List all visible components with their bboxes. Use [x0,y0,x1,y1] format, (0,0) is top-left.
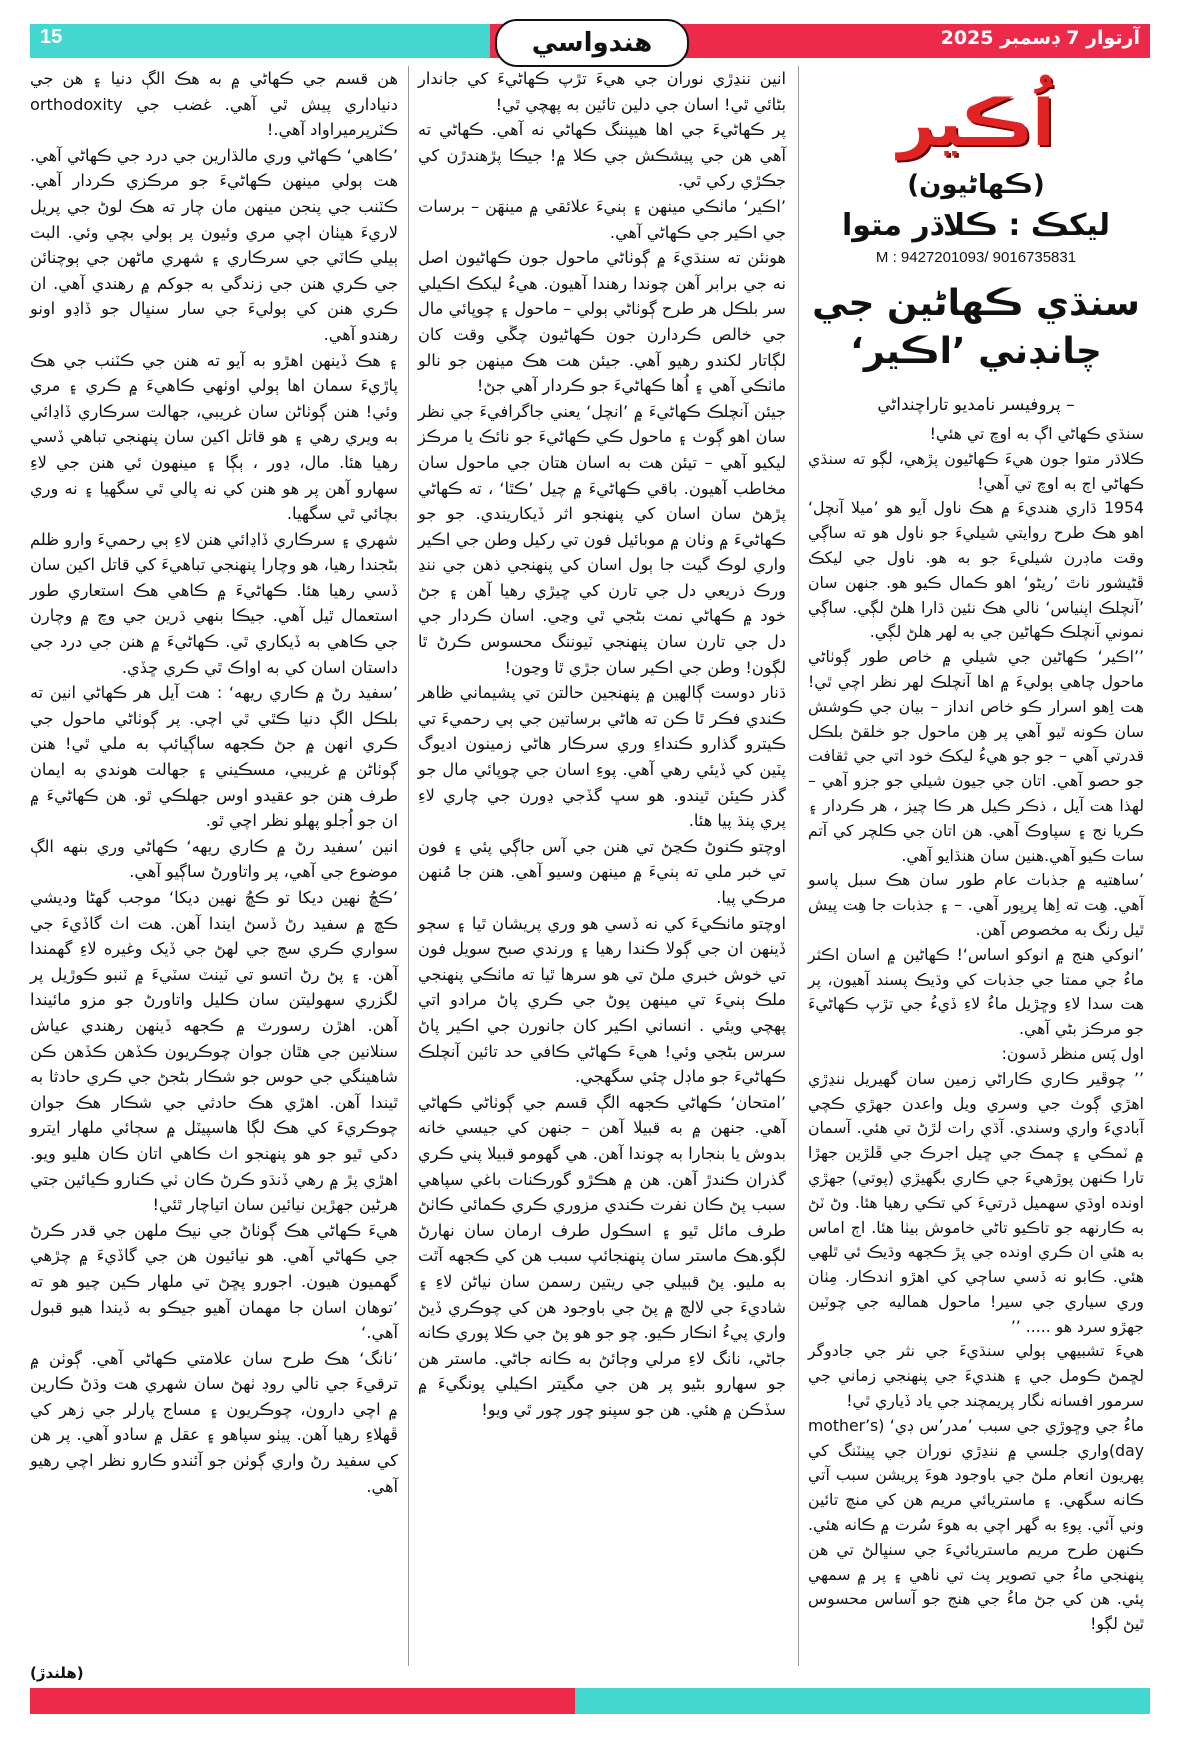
paragraph: انين ’سفيد رڻ ۾ ڪاري ريهه‘ ڪهاڻي وري بنهه الڳ موضوع جي آهي، پر واتاورڻ ساڳيو آهي. [30,836,398,882]
article-column-middle [418,66,786,1422]
paragraph: ’امتحان‘ ڪهاڻي ڪجهه الڳ قسم جي ڳوٺاڻي ڪهاڻي آهي. جنهن ۾ به قبيلا آهن – جنهن کي جيسي خانه بدوش يا بنجارا به چوندا آهن. هي گهومو قبيلا پني ڪري گذران ڪندڙ آهن. هن ۾ هڪڙو گورڪنات باغي سپاهي سبب پڻ ڪان نفرت ڪندي مزوري ڪري ڪمائي ڪاٺڻ طرف مائل ٿيو ۽ اسڪول طرف ارمان سان نهارڻ لڳو.هڪ ماستر سان پنهنجائپ سبب هن کي ڪجهه آٿت به مليو. پڻ قبيلي جي ريتين رسمن سان نياڻن لاءِ ۽ شاديءَ جي لالچ ۾ پڻ جي باوجود هن کي چوڪري ڏيڻ واري پيءُ انڪار ڪيو. چو جو هو پڻ جي ڪلا پوري ڪانه جاڻي، نانگ لاءِ مرلي وڄائڻ به ڪانه جاڻي. ماستر هن جو سهارو بڻيو پر هن جي مگيتر اڪيلي پونگيءَ ۾ سڏڪن ۾ هئي. هن جو سپنو چور چور ٿي ويو! [418,1092,786,1419]
paragraph: انين ننڍڙي نوران جي هيءَ تڙپ ڪهاڻيءَ کي جاندار بڻائي ٿي! اسان جي دلين تائين به پهچي ٿي! [418,69,786,114]
paragraph: ’ڪاهي‘ ڪهاڻي وري مالڌارين جي درد جي ڪهاڻي آهي. هت ٻولي مينهن ڪهاڻيءَ جو مرڪزي ڪردار آهي. ڪٽنب جي پنجن مينهن مان چار ته هڪ لوڻ جي پريل لاريءَ هيٺان اچي مري وئيون پر ٻولي بچي وئي. البت ٻيلي ڪاٽي جي سرڪاري ۽ شهري ماڻهن جي ٻوچنائن جي ڪري هنن جي زندگي به جوکم ۾ رهندي آهي. ان ڪري هنن کي ٻوليءَ جي سار سنڀال جو ڏاڍو اونو رهندو آهي. [30,145,398,344]
paragraph: سنڌي ڪهاڻي اڳ به اوچ تي هئي! [929,424,1144,443]
article-subtitle: سنڌي ڪهاڻين جي چانڊني ’اڪير‘ [812,283,1140,372]
review-byline: – پروفيسر نامديو تاراچنداڻي [877,395,1075,415]
bottom-bar-cyan [575,1688,1150,1714]
issue-date: آرتوار 7 ڊسمبر 2025 [940,27,1140,49]
article-column-right [808,66,1144,1637]
paragraph: ’انوکي هنج ۾ انوکو اساس‘! ڪهاڻين ۾ اسان اڪثر ماءُ جي ممتا جي جذبات کي وڌيڪ پسند آهيون، پر هت سدا لاءِ وڇڙيل ماءُ لاءِ ڏيءُ جي تڙپ ڪهاڻيءَ جو مرڪز بڻي آهي. [808,944,1144,1039]
paragraph: اول پَس منظر ڏسون: [1001,1043,1144,1063]
column-divider [798,66,799,1666]
bottom-bar-red [30,1688,575,1714]
article-author: ليکڪ : ڪلاڌر متوا [842,208,1110,243]
top-bar-cyan [30,24,490,58]
paragraph: هيءَ ڪهاڻي هڪ ڳوٺاڻ جي نيڪ ملهن جي قدر ڪرڻ جي ڪهاڻي آهي. هو نيائيون هن جي گاڏيءَ ۾ چڙهي گهميون هيون. اجورو پڇڻ تي ملهار ڪين چيو هو ته ’توهان اسان جا مهمان آهيو جيڪو به ڏيندا هيو قبول آهي.‘ [30,1220,398,1343]
paragraph: هونئن ته سنڌيءَ ۾ ڳوٺاڻي ماحول جون ڪهاڻيون اصل نه جي برابر آهن چوندا رهندا آهيون. هيءُ ليکڪ اڪيلي سر بلڪل هر طرح ڳوٺاڻي ٻولي – ماحول ۽ چوپائي مال جي خالص ڪردارن جون ڪهاڻيون چڱي وقت کان لڳاتار لکندو رهيو آهي. جيئن هت هڪ مينهن جو نالو ماٺڪي آهي ۽ اُها ڪهاڻيءَ جو ڪردار آهي جڻ! [418,248,786,396]
paragraph: شهري ۽ سرڪاري ڏاڍائي هنن لاءِ ٻي رحميءَ وارو ظلم بڻجندا رهيا، هو وچارا پنهنجي تباهيءَ کي قاتل اکين سان ڏسي رهيا هئا. ڪهاڻيءَ ۾ ڪاهي هڪ استعاري طور استعمال ٿيل آهي. جيڪا بنهي ڌرين جي وچ ۾ وچارن جي ڪاهي به ڏيکاري ٿي. ڪهاڻيءَ ۾ هنن جي درد جي داستان اسان کي به اواڪ ٿي ڪري ڇڏي. [30,529,398,677]
paragraph: ڌنار دوست ڳالهين ۾ پنهنجين حالتن تي پشيماني ظاهر ڪندي فڪر ٿا ڪن ته هاڻي برساتين جي ٻي رحميءَ تي ڪيترو گذارو ڪنداءِ وري سرڪار هاڻي زمينون اديوگ پٽين کي ڏيئي رهي آهي. پوءِ اسان جي چوپائي مال جو گذر ڪيئن ٿيندو. هو سڀ گڏجي ڍورن جي چاري لاءِ پري پنڌ پيا هئا. [418,683,786,831]
paragraph: اوچتو ڪنوڻ ڪڃڻ تي هنن جي آس جاڳي پئي ۽ فون تي خبر ملي ته ٻنيءَ ۾ مينهن وسيو آهي. هنن جا مُنهن مرڪي پيا. [418,836,786,907]
author-phone: M : 9427201093/ 9016735831 [875,249,1077,266]
page-number: 15 [40,26,63,48]
newspaper-masthead: هندواسي [495,19,689,67]
paragraph: ۽ هڪ ڏينهن اهڙو به آيو ته هنن جي ڪٽنب جي هڪ پاڙيءَ سمان اها ٻولي اوٺهي ڪاهيءَ ۾ ڪري ۽ مري وئي! هنن ڳوٺاڻن سان غريبي، جهالت سرڪاري ڏاڍائي به ويري رهي ۽ هو قاتل اکين سان پنهنجي تباهي ڏسي رهيا هئا. مال، ڍور ، ٻڳا ۽ مينهون ئي هنن جي لاءِ سهارو آهن پر هو هنن کي نه پالي ٿي سگهيا ۽ نه وري بچائي ٿي سگهيا. [30,350,398,524]
paragraph: پر ڪهاڻيءَ جي اها هيپننگ ڪهاڻي نه آهي. ڪهاڻي ته آهي هن جي پيشڪش جي ڪلا ۾! جيڪا پڙهندڙن کي جڪڙي رکي ٿي. [418,120,786,191]
paragraph: 1954 ڌاري هنديءَ ۾ هڪ ناول آيو هو ’ميلا آنچل‘ اهو هڪ طرح روايتي شيليءَ جو ناول هو ته ساڳي وقت ماڊرن شيليءَ جو به هو. ناول جي ليکڪ ڦڻيشور ناٿ ’ريڻو‘ اهو ڪمال ڪيو هو. جنهن سان ’آنچلڪ اپنياس‘ نالي هڪ نئين ڌارا هلڻ لڳي. ساڳي نموني آنچلڪ ڪهاڻين جي به لهر هلڻ لڳي. [808,498,1144,642]
paragraph: ’ساهتيه ۾ جذبات عام طور سان هڪ سبل پاسو آهي. هِت ته اِها پرپور آهي. – ۽ جذبات جا هِت پيش ٿيل رنگ به مخصوص آهن. [808,870,1144,939]
continued-marker: (هلندڙ) [30,1664,84,1682]
paragraph: ڪلاڌر متوا جون هيءَ ڪهاڻيون پڙهي، لڳو ته سنڌي ڪهاڻي اڄ به اوچ تي آهي! [808,448,1144,493]
paragraph: ’سفيد رڻ ۾ ڪاري ريهه‘ : هت آيل هر ڪهاڻي انين ته بلڪل الڳ دنيا ڪٿي ٿي اچي. پر ڳوٺاڻي ماحول جي ڪري انهن ۾ جڻ ڪجهه ساڳيائپ به ملي ٿي! هنن ڳوٺاڻن ۾ غريبي، مسڪيني ۽ جهالت هوندي به ايمان طرف هنن جو عقيدو اوس جهلڪي ٿو. هن ڪهاڻيءَ ۾ ان جو اُجلو پهلو نظر اچي ٿو. [30,683,398,831]
paragraph: هن قسم جي ڪهاڻي ۾ به هڪ الڳ دنيا ۽ هن جي دنياداري پيش ٿي آهي. غضب جي orthodoxity ڪٽرپرميراواد آهي.! [30,69,398,140]
paragraph: ’’ چوڦير ڪاري ڪاراڻي زمين سان گهيريل ننڍڙي اهڙي ڳوٺ جي وسري ويل واعدن جهڙي ڪچي آباديءَ واري وسندي. آڌي رات لڙڻ تي هئي. آسمان ۾ ٽمڪي ۽ چمڪ جي ڇيل اجرڪ جي ڦلڙين جهڙا تارا ڪنهن پوڙهيءَ جي ڪاري بگهيڙي (پوتي) جهڙي اونده اوڌي سهميل ڌرتيءَ کي تڪي رهيا هئا. وڻ ٽڻ به ڪارنهه جو تاڪيو تاڻي خاموش بيٺا هئا. اڄ اماس به هئي ان ڪري اونده جي پڙ ڪجهه وڌيڪ ئي ٿلهي هئي. ڪابو نه ڏسي ساڄي کي اهڙو اندڪار. مِٺان وري سياري جي سير! ماحول هماليه جي چوٽين جهڙو سرد هو ..... ’’ [808,1068,1144,1336]
paragraph: اوچتو ماٺڪيءَ کي نه ڏسي هو وري پريشان ٿيا ۽ سڄو ڏينهن ان جي ڳولا ڪندا رهيا ۽ ورندي صبح سويل فون تي خوش خبري ملڻ تي هو سرها ٿيا ته ماٺڪي پنهنجي ملڪ ٻنيءَ تي مينهن پوڻ جي ڪري پاڻ مرادو اتي پهچي ويئي . انساني اڪير کان جانورن جي اڪير پاڻ سرس بڻجي وئي! هيءَ ڪهاڻي ڪافي حد تائين آنچلڪ ڪهاڻيءَ جو ماڊل چئي سگهجي. [418,913,786,1087]
column-divider [408,66,409,1666]
paragraph: ’اڪير‘ ماٺڪي مينهن ۽ ٻنيءَ علائقي ۾ مينهَن – برسات جي اڪير جي ڪهاڻي آهي. [418,196,786,242]
paragraph: جيئن آنچلڪ ڪهاڻيءَ ۾ ’انچل‘ يعني جاگرافيءَ جي نظر سان اهو ڳوٺ ۽ ماحول ڪي ڪهاڻيءَ جو نائڪ يا مرڪز ليکيو آهي – تيئن هت به اسان هتان جي ماحول سان مخاطب آهيون. باقي ڪهاڻيءَ ۾ چيل ’ڪٿا‘ ، ته ڪهاڻي پڙهڻ سان اسان کي پنهنجو اثر ڏيکاريندي. جو جو ڪهاڻيءَ ۾ وٺان ۾ موبائيل فون تي رکيل وطن جي اڪير واري لوڪ گيت جا ٻول اسان کي پنهنجي ذهن جي ننڍ ورڪ ذريعي دل جي تارن کي ڇيڙي رهيا آهن ۽ جڻ خود ۾ ڪهاڻي نمت بڻجي ٿي وڃي. اسان ڪردار جي دل جي تارن سان پنهنجي ٽيوننگ محسوس ڪرڻ ٿا لڳون! وطن جي اڪير سان جڙي ٿا وڃون! [418,401,786,677]
paragraph: ’ڪڇُ نهين ديکا تو ڪڇُ نهين ديکا‘ موجب گهڻا وديشي ڪڇ ۾ سفيد رڻ ڏسڻ ايندا آهن. هت اٺ گاڏيءَ جي سواري ڪري سڄ جي لهڻ جي ڏيک وغيره لاءِ گهمندا آهن. ۽ پڻ رڻ اتسو تي ٽينٽ سٽيءَ ۾ ٽنبو ڪوڙيل پر لگزري سهوليتن سان ڪليل واتاورڻ جو مزو مائيندا آهن. اهڙن رسورٽ ۾ ڪجهه ڏينهن رهندي عياش سنلانين جي هٿان جوان چوڪريون ڪڏهن ڪڏهن ڪن شاهينگي جي حوس جو شڪار بڻجڻ جي ڪري حادثا به ٿيندا آهن. اهڙي هڪ حادثي جي شڪار هڪ جوان چوڪريءَ کي هڪ لڳا هاسپيٽل ۾ سڄائي ملهار ايترو دکي ٿيو جو هو پنهنجو اٺ ڪاهي اتان ڪان هليو ويو. اهڙي پڙ ۾ رهي ڏنڌو ڪرڻ ڪان ٺي ڪنارو ڪيائين جتي هرڻين جهڙين نيائين سان اتياچار ٿئي! [30,888,398,1215]
article-title: اُڪير [897,87,1055,161]
paragraph: هيءَ تشبيهي ٻولي سنڌيءَ جي نثر جي جادوگر لڇمڻ ڪومل جي ۽ هنديءَ جي پنهنجي زماني جي سرمور افسانه نگار پريمچند جي ياد ڏياري ٿي! [808,1341,1144,1411]
article-column-left [30,66,398,1499]
paragraph: ماءُ جي وڇوڙي جي سبب ’مدر’س ڊي‘ (mother’s day)واري جلسي ۾ ننڍڙي نوران جي پينٽنگ کي پهريون انعام ملڻ جي باوجود هوءَ پريشن سبب آتي ڪانه سگهي. ۽ ماستريائي مريم هن کي منچ تائين وني آئي. پوءِ به گهر اچي به هوءَ سُرت ۾ ڪانه هئي. ڪنهن طرح مريم ماستريائيءَ جي سنڀالڻ تي هن پنهنجي ماءُ جي تصوير پٺ تي ناهي ۽ پر ۾ سمهي پئي. هن کي جڻ ماءُ جي هنج جو آساس محسوس ٿيڻ لڳو! [808,1415,1144,1634]
paragraph: ’نانگ‘ هڪ طرح سان علامتي ڪهاڻي آهي. ڳوٺن ۾ ترقيءَ جي نالي روڊ ٺهڻ سان شهري هت وڌڻ ڪارين ۾ اچي دارون، چوڪريون ۽ مساج پارلر جي زهر کي ڦهلاءِ رهيا آهن. پيٺو سپاهو ۽ عقل ۾ سادو آهي. پر هن کي سفيد رڻ واري ڳوٺن جو آئندو ڪارو نظر اچي رهيو آهي. [30,1348,398,1496]
paragraph: ’’اڪير‘ ڪهاڻين جي شيلي ۾ خاص طور ڳوٺاڻي ماحول چاهي ٻوليءَ ۾ اها آنچلڪ لهر نظر اچي ٿي! هت اِهو اسرار ڪو خاص انداز – بيان جي ڪوشش سان ڪونه ٿيو آهي پر هِن ماحول جو خلقڻ بلڪل قدرتي آهي – جو جو هيءُ ليکڪ خود اتي جي ثقافت جو حصو آهي. اتان جي جيون شيلي جو جزو آهي – لهذا هت آيل ، ذڪر ڪيل هر ڪا چيز ، هر ڪردار ۽ ڪريا نج ۽ سپاوڪ آهي. هن اتان جي ڪلچر کي آتم سات ڪيو آهي.هنين سان هنڌايو آهي. [808,647,1144,865]
article-genre: (ڪهاڻيون) [907,170,1045,200]
bottom-color-bar [30,1688,1150,1714]
